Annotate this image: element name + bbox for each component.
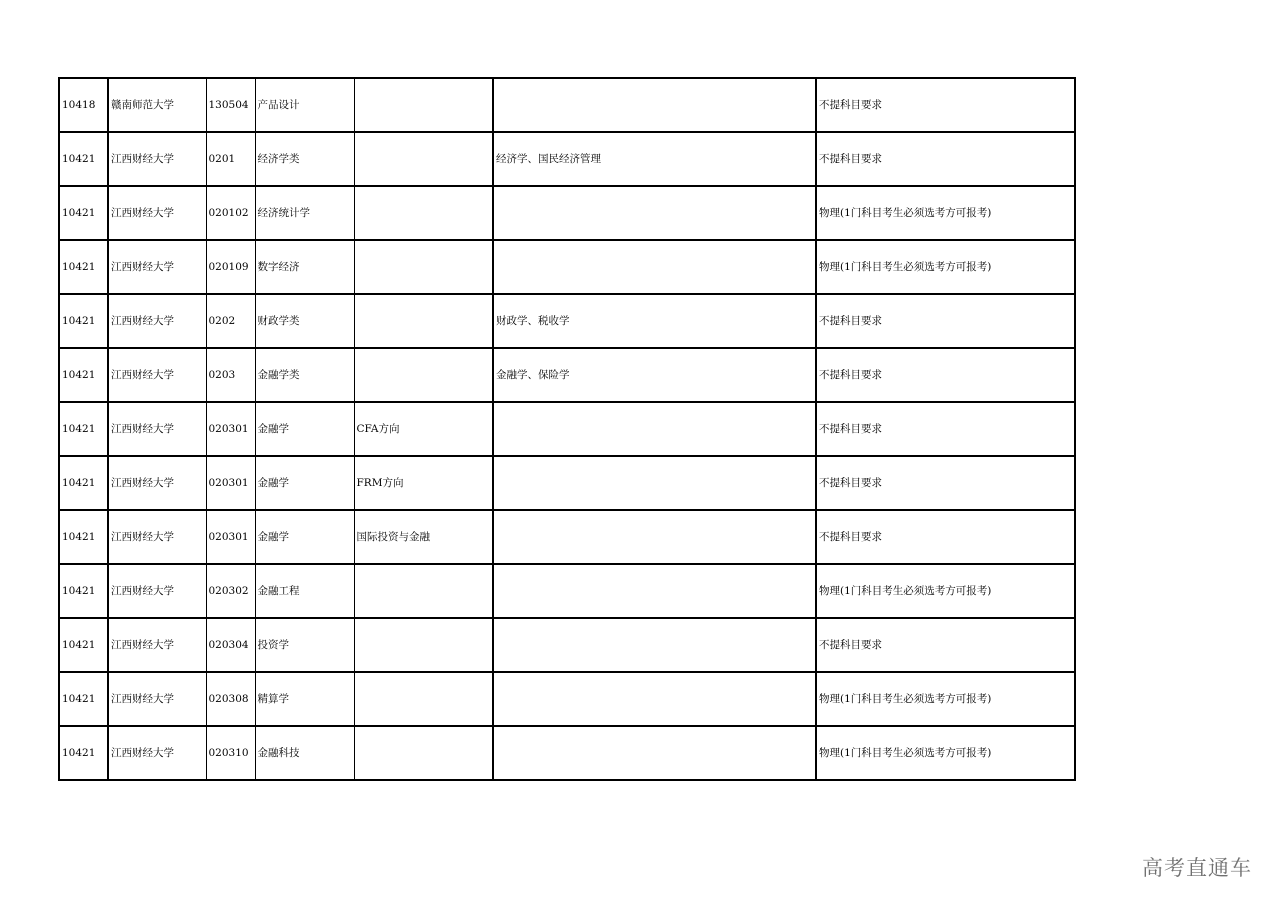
- included-majors-cell: 经济学、国民经济管理: [493, 132, 816, 186]
- major-note-cell: [354, 294, 493, 348]
- included-majors-cell: [493, 240, 816, 294]
- school-code-cell: 10421: [59, 510, 108, 564]
- major-name-cell: 经济学类: [255, 132, 354, 186]
- included-majors-cell: [493, 456, 816, 510]
- included-majors-cell: [493, 186, 816, 240]
- school-code-cell: 10421: [59, 672, 108, 726]
- school-code-cell: 10421: [59, 402, 108, 456]
- subject-requirement-cell: 不提科目要求: [816, 618, 1075, 672]
- major-name-cell: 金融科技: [255, 726, 354, 780]
- school-code-cell: 10421: [59, 186, 108, 240]
- table-row: [59, 618, 1075, 672]
- subject-requirement-cell: 物理(1门科目考生必须选考方可报考): [816, 726, 1075, 780]
- table-body: [59, 78, 1075, 780]
- school-name-cell: 江西财经大学: [108, 240, 206, 294]
- included-majors-cell: [493, 726, 816, 780]
- table-row: [59, 402, 1075, 456]
- included-majors-cell: [493, 564, 816, 618]
- major-code-cell: 020310: [206, 726, 255, 780]
- subject-requirement-cell: 不提科目要求: [816, 294, 1075, 348]
- table-row: [59, 132, 1075, 186]
- table-row: [59, 672, 1075, 726]
- school-name-cell: 江西财经大学: [108, 564, 206, 618]
- major-name-cell: 数字经济: [255, 240, 354, 294]
- major-note-cell: [354, 564, 493, 618]
- table-row: [59, 294, 1075, 348]
- major-note-cell: FRM方向: [354, 456, 493, 510]
- included-majors-cell: 金融学、保险学: [493, 348, 816, 402]
- school-name-cell: 江西财经大学: [108, 672, 206, 726]
- major-code-cell: 020301: [206, 456, 255, 510]
- school-code-cell: 10421: [59, 618, 108, 672]
- school-code-cell: 10421: [59, 564, 108, 618]
- table-row: [59, 240, 1075, 294]
- school-name-cell: 江西财经大学: [108, 510, 206, 564]
- school-code-cell: 10421: [59, 294, 108, 348]
- major-name-cell: 投资学: [255, 618, 354, 672]
- major-name-cell: 经济统计学: [255, 186, 354, 240]
- major-name-cell: 金融学: [255, 456, 354, 510]
- school-name-cell: 江西财经大学: [108, 132, 206, 186]
- school-code-cell: 10421: [59, 240, 108, 294]
- school-code-cell: 10418: [59, 78, 108, 132]
- major-name-cell: 金融学: [255, 510, 354, 564]
- major-name-cell: 金融学: [255, 402, 354, 456]
- major-note-cell: [354, 240, 493, 294]
- table-row: [59, 564, 1075, 618]
- school-name-cell: 江西财经大学: [108, 618, 206, 672]
- subject-requirement-cell: 不提科目要求: [816, 348, 1075, 402]
- major-note-cell: [354, 618, 493, 672]
- watermark-text: 高考直通车: [1142, 856, 1252, 880]
- major-code-cell: 020301: [206, 510, 255, 564]
- school-name-cell: 江西财经大学: [108, 456, 206, 510]
- major-code-cell: 0202: [206, 294, 255, 348]
- major-note-cell: [354, 186, 493, 240]
- major-code-cell: 020102: [206, 186, 255, 240]
- subject-requirement-cell: 物理(1门科目考生必须选考方可报考): [816, 672, 1075, 726]
- subject-requirement-cell: 物理(1门科目考生必须选考方可报考): [816, 240, 1075, 294]
- major-code-cell: 020308: [206, 672, 255, 726]
- school-code-cell: 10421: [59, 132, 108, 186]
- school-code-cell: 10421: [59, 456, 108, 510]
- subject-requirement-cell: 物理(1门科目考生必须选考方可报考): [816, 564, 1075, 618]
- major-name-cell: 产品设计: [255, 78, 354, 132]
- major-note-cell: [354, 672, 493, 726]
- included-majors-cell: [493, 78, 816, 132]
- major-note-cell: [354, 348, 493, 402]
- included-majors-cell: 财政学、税收学: [493, 294, 816, 348]
- major-code-cell: 020109: [206, 240, 255, 294]
- school-name-cell: 江西财经大学: [108, 348, 206, 402]
- school-name-cell: 江西财经大学: [108, 726, 206, 780]
- table-row: [59, 510, 1075, 564]
- school-name-cell: 江西财经大学: [108, 294, 206, 348]
- major-code-cell: 020301: [206, 402, 255, 456]
- school-code-cell: 10421: [59, 348, 108, 402]
- major-code-cell: 020302: [206, 564, 255, 618]
- major-code-cell: 0203: [206, 348, 255, 402]
- subject-requirement-cell: 不提科目要求: [816, 510, 1075, 564]
- subject-requirement-cell: 不提科目要求: [816, 78, 1075, 132]
- major-note-cell: [354, 78, 493, 132]
- major-note-cell: [354, 132, 493, 186]
- included-majors-cell: [493, 402, 816, 456]
- major-name-cell: 金融工程: [255, 564, 354, 618]
- subject-requirement-cell: 不提科目要求: [816, 456, 1075, 510]
- major-note-cell: 国际投资与金融: [354, 510, 493, 564]
- included-majors-cell: [493, 510, 816, 564]
- major-name-cell: 财政学类: [255, 294, 354, 348]
- included-majors-cell: [493, 618, 816, 672]
- major-code-cell: 130504: [206, 78, 255, 132]
- included-majors-cell: [493, 672, 816, 726]
- major-code-cell: 020304: [206, 618, 255, 672]
- admission-requirements-table: [58, 77, 1076, 781]
- major-name-cell: 金融学类: [255, 348, 354, 402]
- table-row: [59, 78, 1075, 132]
- subject-requirement-cell: 不提科目要求: [816, 402, 1075, 456]
- major-note-cell: CFA方向: [354, 402, 493, 456]
- school-name-cell: 江西财经大学: [108, 186, 206, 240]
- major-note-cell: [354, 726, 493, 780]
- table-row: [59, 726, 1075, 780]
- major-code-cell: 0201: [206, 132, 255, 186]
- table-row: [59, 186, 1075, 240]
- subject-requirement-cell: 物理(1门科目考生必须选考方可报考): [816, 186, 1075, 240]
- school-code-cell: 10421: [59, 726, 108, 780]
- school-name-cell: 江西财经大学: [108, 402, 206, 456]
- major-name-cell: 精算学: [255, 672, 354, 726]
- school-name-cell: 赣南师范大学: [108, 78, 206, 132]
- subject-requirement-cell: 不提科目要求: [816, 132, 1075, 186]
- table-row: [59, 348, 1075, 402]
- table-row: [59, 456, 1075, 510]
